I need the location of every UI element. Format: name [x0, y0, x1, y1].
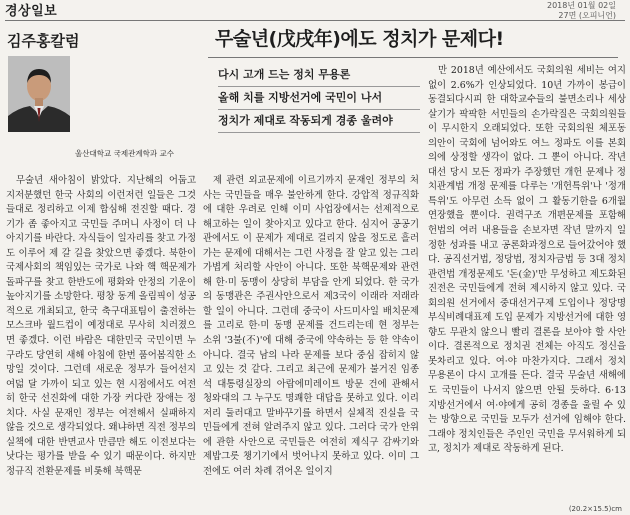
top-divider: [5, 20, 625, 21]
author-portrait: [8, 56, 70, 132]
body-text: 제 관련 외교문제에 이르기까지 문재인 정부의 처사는 국민들을 매우 불안하게 한다. 강압적 정규직화에 대한 우려로 인해 이미 사업장에서는 선제적으로 해고하는 일이 찾아지고 있다고 한다. 심지어 공공기관에서도 이 문제가 제대로 걸리지 않을 정도로 흘러가는 문제에 대해서는 그런 사정을 잘 알고 있는 그리 가볍게 처리할 사안이 아니다. 또한 북핵문제와 관련해 한·미 동맹이 상당히 부담을 안게 되었다. 한 국가의 동맹관은 주권사안으로서 제3국이 이래라 저래라 할 일이 아니다. 그런데 중국이 사드미사일 배치문제를 고리로 한·미 동맹 문제를 건드리는데 현 정부는 소위 '3불(不)'에 대해 중국에 약속하는 등 한 약속이 아니다. 결국 남의 나라 문제를 보다 중심 잡히지 않고 있는 것 같다. 그리고 최근에 문제가 불거진 임종석 대통령실장의 아랍에미레이트 방문 건에 관해서 청와대의 그 누구도 명쾌한 대답을 못하고 있다. 이리저리 둘러대고 말바꾸기를 하면서 실체적 진실을 국민들에게 전혀 알려주지 않고 있다. 그러다 국가 안위에 관한 사안으로 국민들은 여전히 제식구 감싸기와 제밥그릇 챙기기에서 벗어나지 못하고 있다. 이미 그전에도 여러 차례 겪어온 일이지: [203, 175, 419, 477]
publication-page: 27면 (오피니언): [558, 11, 616, 20]
article-headline: 무술년(戊戌年)에도 정치가 문제다!: [215, 28, 504, 50]
masthead-logo: 경상일보: [5, 4, 58, 19]
publication-info: [547, 1, 616, 21]
author-photo-icon: [8, 56, 70, 132]
body-column-3: [428, 64, 626, 500]
deck-line: 다시 고개 드는 정치 무용론: [218, 64, 420, 87]
body-column-1: [6, 174, 196, 500]
body-text: 무술년 새아침이 밝았다. 지난해의 어둡고 지저분했던 한국 사회의 이런저런 일들은 그것들대로 정리하고 이제 합심해 전진할 때다. 경기가 좀 좋아지고 국민들 주머니 사정이 더 나아지기를 바란다. 자식들이 일자리를 찾고 가정도 이루어 제 갈 길을 찾았으면 좋겠다. 북한이 국제사회의 책임있는 국가로 나와 핵 핵문제가 돌파구를 찾고 한반도에 평화와 안정의 기운이 높아지기를 소망한다. 평창 동계 올림픽이 성공적으로 개최되고, 한국 축구대표팀이 출전하는 모스크바 월드컵이 예정대로 무사히 치러졌으면 좋겠다. 이런 바람은 대한민국 국민이면 누구라도 당연히 새해 아침에 한번 품어봄직한 소망일 것이다. 그런데 새로운 정부가 들어선지 여덟 달 가까이 되고 있는 현 시점에서도 여전히 한국 선진화에 대한 가장 커다란 장애는 정치다. 사실 문재인 정부는 여전해서 실패하지 않을 것으로 생각되었다. 왜냐하면 직전 정부의 실책에 대한 반면교사 만큼만 해도 이전보다는 낫다는 평가를 받을 수 있기 때문이다. 하지만 정규직 전환문제를 비롯해 북핵문: [6, 175, 196, 477]
article-deck: [218, 64, 420, 133]
deck-line: 정치가 제대로 작동되게 경종 울려야: [218, 110, 420, 133]
column-name: 김주홍칼럼: [7, 32, 80, 50]
body-text: 만 2018년 예산에서도 국회의원 세비는 여지없이 2.6%가 인상되었다. 10년 가까이 봉급이 동결되다시피 한 대학교수들의 불면소리나 세상살기가 팍팍한 서민들의 손가락질은 국회의원들이 무시한지 오래되었다. 또한 국회의원 체포동의안이 국회에 넘어와도 여느 정파도 이를 본회의에 상정할 생각이 없다. 그 뿐이 아니다. 작년 대선 당시 모든 정파가 주장했던 개헌 문제나 정치관계법 개정 문제를 다루는 '개헌특위'나 '정개특위'도 아무런 소득 없이 그 활동기한을 6개월 연장했을 뿐이다. 권력구조 개편문제를 포함해 헌법의 여러 내용들을 손보자면 작년 말까지 일정한 성과를 내고 공론화과정으로 들어갔어야 했다. 공직선거법, 정당법, 정치자금법 등 3대 정치관련법 개정문제도 '돈(金)'만 무성하고 제도화된 진전은 국민들에게 전혀 제시하지 않고 있다. 국회의원 선거에서 중대선거구제 도입이나 정당명부식비례대표제 도입 문제가 지방선거에 대한 영향도 무관치 않으니 빨리 결론을 보아야 할 사안이다. 결론적으로 정치권 전체는 아직도 정신을 못차리고 있다. 여·야 마찬가지다. 그래서 정치 무용론이 다시 고개를 든다. 결국 무술년 새해에도 국민들이 나서지 않으면 안될 듯하다. 6·13 지방선거에서 여·야에게 공히 경종을 울릴 수 있는 방향으로 국민들 모두가 선거에 임해야 한다. 그래야 정치인들은 주인인 국민을 무서워하게 되고, 정치가 제대로 작동하게 된다.: [428, 65, 626, 455]
body-column-2: [203, 174, 419, 500]
clipping-size-note: (20.2×15.5)cm: [568, 505, 622, 513]
deck-line: 올해 치를 지방선거에 국민이 나서: [218, 87, 420, 110]
publication-date: 2018년 01월 02일: [547, 1, 616, 10]
author-affiliation: 울산대학교 국제관계학과 교수: [75, 149, 174, 158]
headline-divider: [208, 57, 618, 58]
